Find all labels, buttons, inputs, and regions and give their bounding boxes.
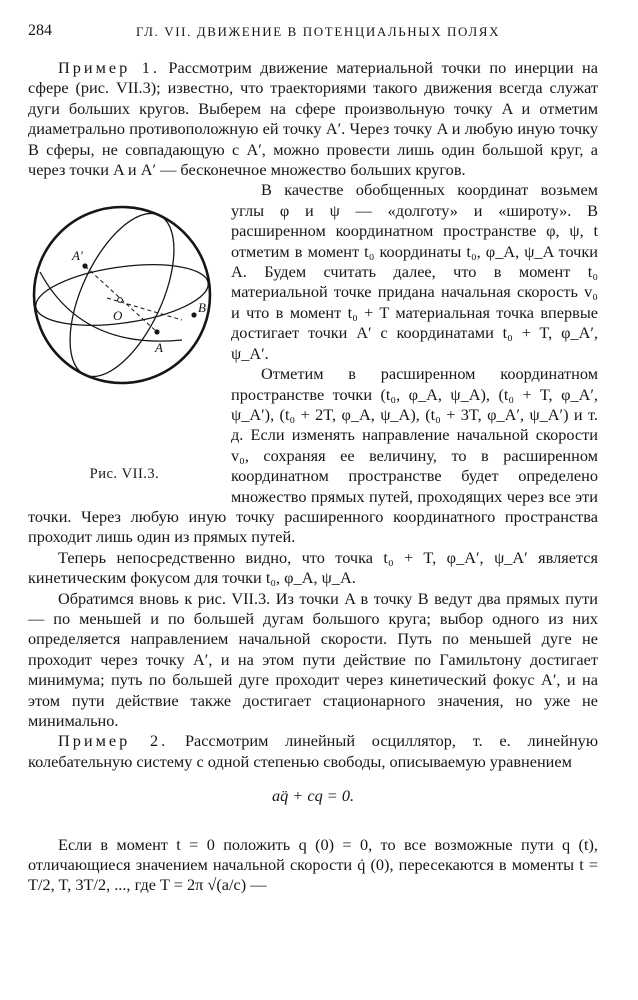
figure-caption: Рис. VII.3. xyxy=(89,466,160,483)
point-a xyxy=(154,330,159,335)
paragraph-kinetic-focus: Теперь непосредственно видно, что точка t₀ + T, φ_A′, ψ_A′ является кинетическим фокусом для точки t₀, φ_A, ψ_A. xyxy=(28,547,598,588)
point-center-o xyxy=(118,298,123,303)
paragraph-paths-intersect: Если в момент t = 0 положить q (0) = 0, то все возможные пути q (t), отличающиеся значением начальной скорости q̇ (0), пересекаются в моменты t = T/2, T, 3T/2, ..., где T = 2π √(a/c) — xyxy=(28,834,598,895)
great-circle-meridian xyxy=(49,199,196,392)
point-b xyxy=(191,313,196,318)
sphere-outline xyxy=(34,207,210,383)
example-2-heading: Пример 2. xyxy=(58,731,169,751)
label-a: A xyxy=(155,340,163,356)
paragraph-two-paths: Обратимся вновь к рис. VII.3. Из точки A в точку B ведут два прямых пути — по меньшей и по большей дугам большого круга; выбор одного из них определяется направлением начальной скорости. Путь по меньшей дуге не проходит через точку A′, и на этом пути действие по Гамильтону достигает минимума; путь по большей дуге проходит через кинетический фокус A′, и на этом пути действие также достигает стационарного значения, но уже не минимально. xyxy=(28,588,598,730)
paragraph-example-2 xyxy=(28,731,598,772)
label-o: O xyxy=(113,308,123,324)
page-body xyxy=(28,58,598,896)
label-b: B xyxy=(198,300,206,316)
paragraph-example-1 xyxy=(28,58,598,180)
paragraph-coordinates: В качестве обобщенных координат возьмем углы φ и ψ — «долготу» и «широту». В расширенном координатном пространстве φ, ψ, t отметим в момент t₀ координаты t₀, φ_A, ψ_A точки A. Будем считать далее, что в момент t₀ материальной точке придана начальная скорость v₀ и что в момент t₀ + T материальная точка впервые достигает точки A′ с координатами t₀ + T, φ_A′, ψ_A′. xyxy=(231,180,598,363)
example-2-text: Рассмотрим линейный осциллятор, т. е. линейную колебательную систему с одной степенью свободы, описываемую уравнением xyxy=(28,731,598,771)
oscillator-equation xyxy=(28,786,598,806)
equation-text: aq̈ + cq = 0. xyxy=(271,786,355,806)
page-header xyxy=(28,22,598,44)
label-a-prime: A′ xyxy=(72,248,83,264)
paragraph-extended-space: Отметим в расширенном координатном пространстве точки (t₀, φ_A, ψ_A), (t₀ + T, φ_A′, ψ_A′), (t₀ + 2T, φ_A, ψ_A), (t₀ + 3T, φ_A′, ψ_A′) и т. д. Если изменять направление начальной скорости v₀, сохраняя ее величину, то в расширенном координатном пространстве будет определено множество прямых путей, проходящих через все эти точки. Через любую иную точку расширенного координатного пространства проходит лишь один из прямых путей. xyxy=(28,364,598,547)
figure-vii-3 xyxy=(22,180,227,490)
example-1-text: Рассмотрим движение материальной точки по инерции на сфере (рис. VII.3); известно, что траекториями такого движения всегда служат дуги больших кругов. Выберем на сфере произвольную точку A и отметим диаметрально противоположную ей точку A′. Через точку A и любую иную точку B сферы, не совпадающую с A′, можно провести лишь один большой круг, а через точки A и A′ — бесконечное множество больших кругов. xyxy=(28,58,598,180)
page-number: 284 xyxy=(28,22,52,39)
example-1-heading: Пример 1. xyxy=(58,58,160,77)
running-title: ГЛ. VII. ДВИЖЕНИЕ В ПОТЕНЦИАЛЬНЫХ ПОЛЯХ xyxy=(136,24,501,39)
point-a-prime xyxy=(82,264,87,269)
sphere-diagram xyxy=(22,180,227,450)
